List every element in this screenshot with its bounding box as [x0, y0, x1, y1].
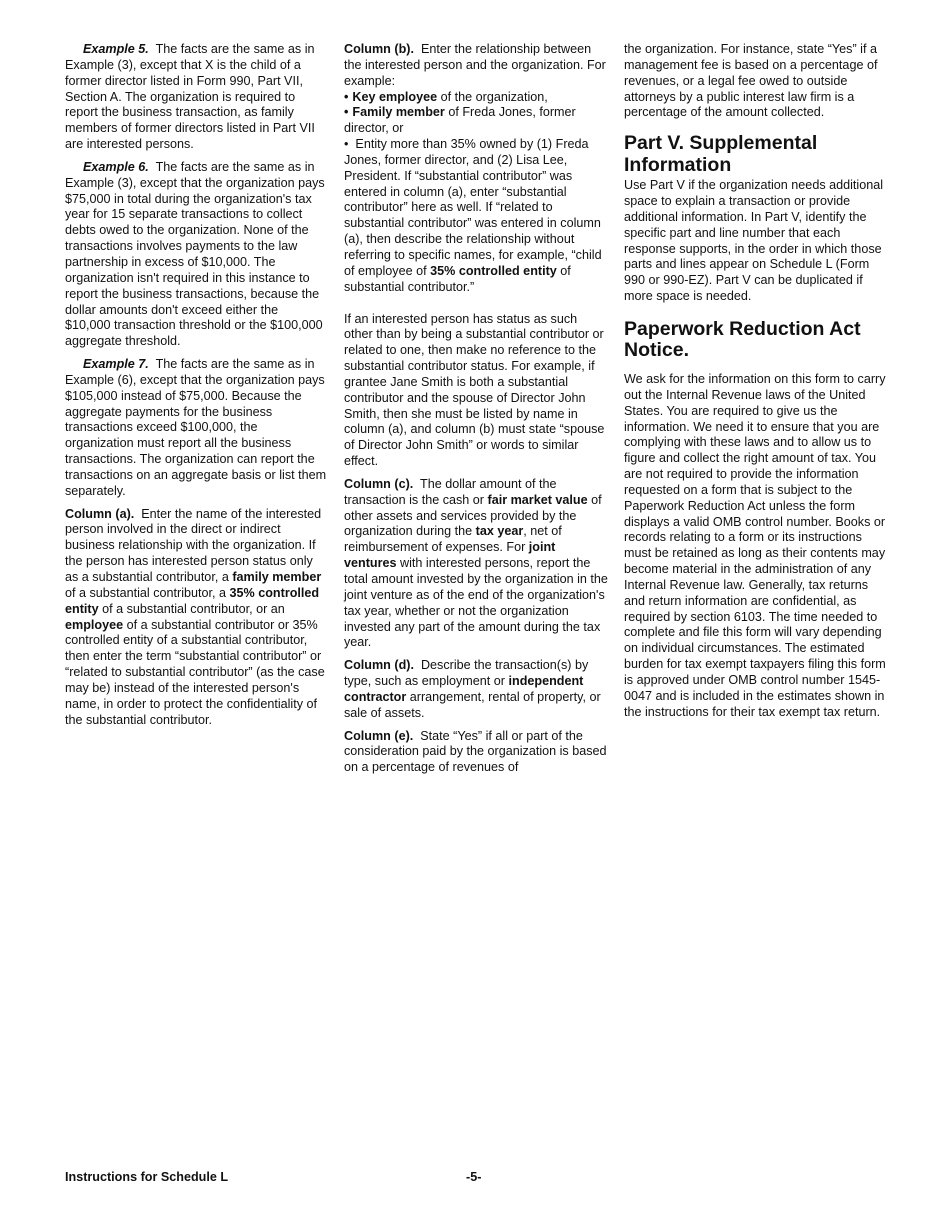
- column-left: [65, 42, 327, 735]
- column-c-paragraph: Column (c). The dollar amount of the transaction is the cash or fair market value of other assets and services provided by the organization during the tax year, net of reimbursement of expenses. For joint ventures with interested persons, report the total amount invested by the organization in the joint venture as of the end of the organization's tax year, whether or not the organization invested any part of the amount during the tax year.: [344, 476, 608, 650]
- column-e-paragraph: Column (e). State “Yes” if all or part of the consideration paid by the organization is based on a percentage of revenues of: [344, 728, 607, 775]
- part-v-paragraph: Use Part V if the organization needs additional space to explain a transaction or provide additional information. In Part V, identify the specific part and line number that each response supports, in the order in which those parts and lines appear on Schedule L (Form 990 or 990-EZ). Part V can be duplicated if more space is needed.: [624, 178, 884, 304]
- paperwork-reduction-paragraph: We ask for the information on this form to carry out the Internal Revenue laws of the United States. You are required to give us the information. We need it to ensure that you are complying with these laws and to allow us to figure and collect the right amount of tax. You are not required to provide the information requested on a form that is subject to the Paperwork Reduction Act unless the form displays a valid OMB control number. Books or records relating to a form or its instructions must be retained as long as their contents may become material in the administration of any Internal Revenue law. Generally, tax returns and return information are confidential, as required by section 6103. The time needed to complete and file this form will vary depending on individual circumstances. The estimated burden for tax exempt taxpayers filing this form is approved under OMB control number 1545-0047 and is included in the estimates shown in the instructions for their tax exempt tax return.: [624, 371, 886, 719]
- footer-title: Instructions for Schedule L: [65, 1170, 229, 1184]
- part-v-heading: Part V. Supplemental Information: [624, 132, 818, 176]
- bullet-family-member: • Family member of Freda Jones, former director, or: [344, 105, 576, 136]
- example-7: Example 7. The facts are the same as in Example (6), except that the organization pays $105,000 instead of $75,000. Because the aggregate payments for the business transactions exceed $100,000, the organization must report all the business transactions. The organization can report the transactions on an aggregate basis or list them separately.: [65, 357, 327, 498]
- column-d-paragraph: Column (d). Describe the transaction(s) by type, such as employment or independent contractor arrangement, rental of property, or sale of assets.: [344, 658, 601, 720]
- bullet-entity: • Entity more than 35% owned by (1) Freda Jones, former director, and (2) Lisa Lee, President. If “substantial contributor” was entered in column (a), enter “substantial contributor” here as well. If “related to substantial contributor” was entered in column (a), then describe the relationship without referring to specific names, for example, “child of employee of 35% controlled entity of substantial contributor.”: [344, 137, 602, 294]
- paperwork-reduction-heading: Paperwork Reduction Act Notice.: [624, 317, 861, 362]
- example-6: Example 6. The facts are the same as in Example (3), except that the organization pays $75,000 in total during the organization's tax year for 15 separate transactions to collect debts owed to the organization. None of the transactions involves payments to the law partnership in excess of $10,000. The organization isn't required in this instance to report the business transactions, because the dollar amounts don't exceed either the $10,000 transaction threshold or the $100,000 aggregate threshold.: [65, 159, 325, 349]
- column-middle: [344, 42, 608, 783]
- example-5: Example 5. The facts are the same as in Example (3), except that X is the child of a former director listed in Form 990, Part VII, Section A. The organization is required to report the business transaction, as family members of former directors listed in Part VII are interested persons.: [65, 42, 315, 152]
- bullet-key-employee: • Key employee of the organization,: [344, 89, 548, 104]
- column-b-note: If an interested person has status as such other than by being a substantial contributor or related to one, then make no reference to the substantial contributor status. For example, if grantee Jane Smith is both a substantial contributor and the spouse of Director John Smith, then she must be listed by name in column (a), and column (b) must state “spouse of Director John Smith” or words to similar effect.: [344, 311, 605, 469]
- column-b-paragraph: Column (b). Enter the relationship between the interested person and the organization. For example:: [344, 42, 606, 88]
- column-a-paragraph: Column (a). Enter the name of the interested person involved in the direct or indirect business relationship with the organization. If the person has interested person status only as a substantial contributor, a family member of a substantial contributor, a 35% controlled entity of a substantial contributor, or an employee of a substantial contributor or 35% controlled entity of a substantial contributor, then enter the term “substantial contributor” or “related to substantial contributor” (as the case may be) instead of the interested person's name, in order to protect the confidentiality of the substantial contributor.: [65, 506, 325, 727]
- page-number: -5-: [466, 1170, 482, 1184]
- column-right: [624, 42, 888, 728]
- column-e-continuation: the organization. For instance, state “Yes” if a management fee is based on a percentage of revenues, or a legal fee owed to outside attorneys by a public interest law firm is a percentage of the amount collected.: [624, 42, 878, 120]
